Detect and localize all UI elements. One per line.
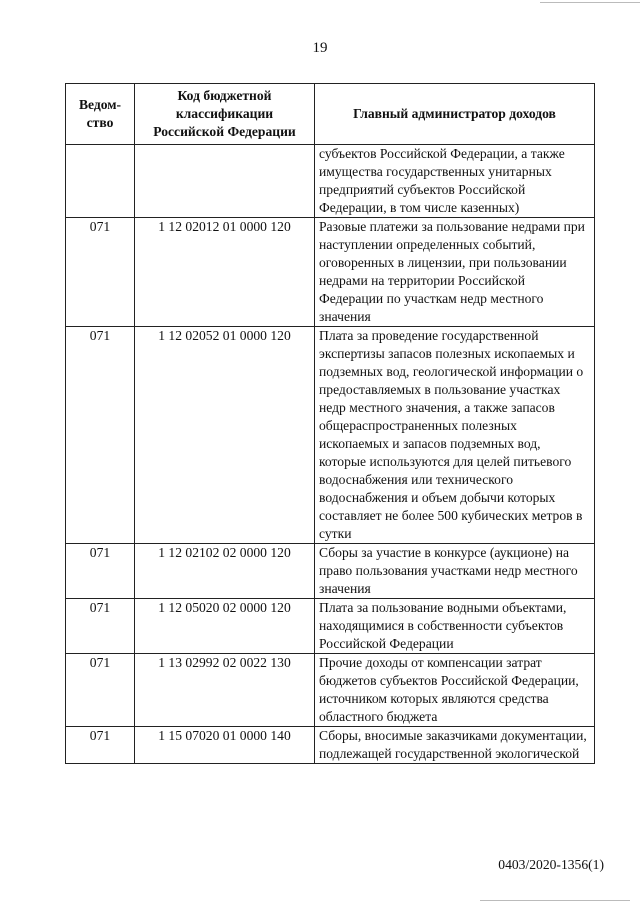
cell-department: 071 [66,544,135,599]
scan-edge-line-top [540,2,640,3]
header-administrator [315,84,595,145]
cell-code: 1 12 05020 02 0000 120 [135,599,315,654]
table-row [66,327,595,544]
cell-name: субъектов Российской Федерации, а также имущества государственных унитарных предприятий субъектов Российской Федерации, в том числе казенных) [315,145,595,218]
table-row [66,654,595,727]
header-code-label: Код бюджетной классификации Российской Федерации [153,88,296,139]
document-number: 0403/2020-1356(1) [498,857,604,872]
table-row [66,145,595,218]
cell-department: 071 [66,218,135,327]
cell-code: 1 12 02012 01 0000 120 [135,218,315,327]
cell-code [135,145,315,218]
cell-code: 1 12 02102 02 0000 120 [135,544,315,599]
header-code [135,84,315,145]
cell-department: 071 [66,727,135,764]
cell-name: Разовые платежи за пользование недрами при наступлении определенных событий, оговоренных в лицензии, при пользовании недрами на территории Российской Федерации по участкам недр местного значения [315,218,595,327]
cell-name: Сборы за участие в конкурсе (аукционе) на право пользования участками недр местного значения [315,544,595,599]
cell-code: 1 13 02992 02 0022 130 [135,654,315,727]
header-department-label: Ведом- ство [78,97,122,130]
cell-name: Сборы, вносимые заказчиками документации, подлежащей государственной экологической [315,727,595,764]
header-administrator-label: Главный администратор доходов [353,106,556,121]
cell-name: Плата за пользование водными объектами, находящимися в собственности субъектов Российской Федерации [315,599,595,654]
cell-department: 071 [66,327,135,544]
cell-name: Прочие доходы от компенсации затрат бюджетов субъектов Российской Федерации, источником которых являются средства областного бюджета [315,654,595,727]
table-row [66,218,595,327]
cell-code: 1 15 07020 01 0000 140 [135,727,315,764]
cell-code: 1 12 02052 01 0000 120 [135,327,315,544]
page-number: 19 [312,40,328,56]
header-department [66,84,135,145]
cell-department: 071 [66,654,135,727]
scan-edge-line-bottom [480,900,630,901]
budget-income-table [65,83,595,764]
cell-department [66,145,135,218]
cell-department: 071 [66,599,135,654]
table-row [66,544,595,599]
table-row [66,599,595,654]
table-header-row [66,84,595,145]
table-row [66,727,595,764]
cell-name: Плата за проведение государственной экспертизы запасов полезных ископаемых и подземных вод, геологической информации о предоставляемых в пользование участках недр местного значения, а также запасов общераспространенных полезных ископаемых и запасов подземных вод, которые используются для целей питьевого водоснабжения или технического водоснабжения и объем добычи которых составляет не более 500 кубических метров в сутки [315,327,595,544]
